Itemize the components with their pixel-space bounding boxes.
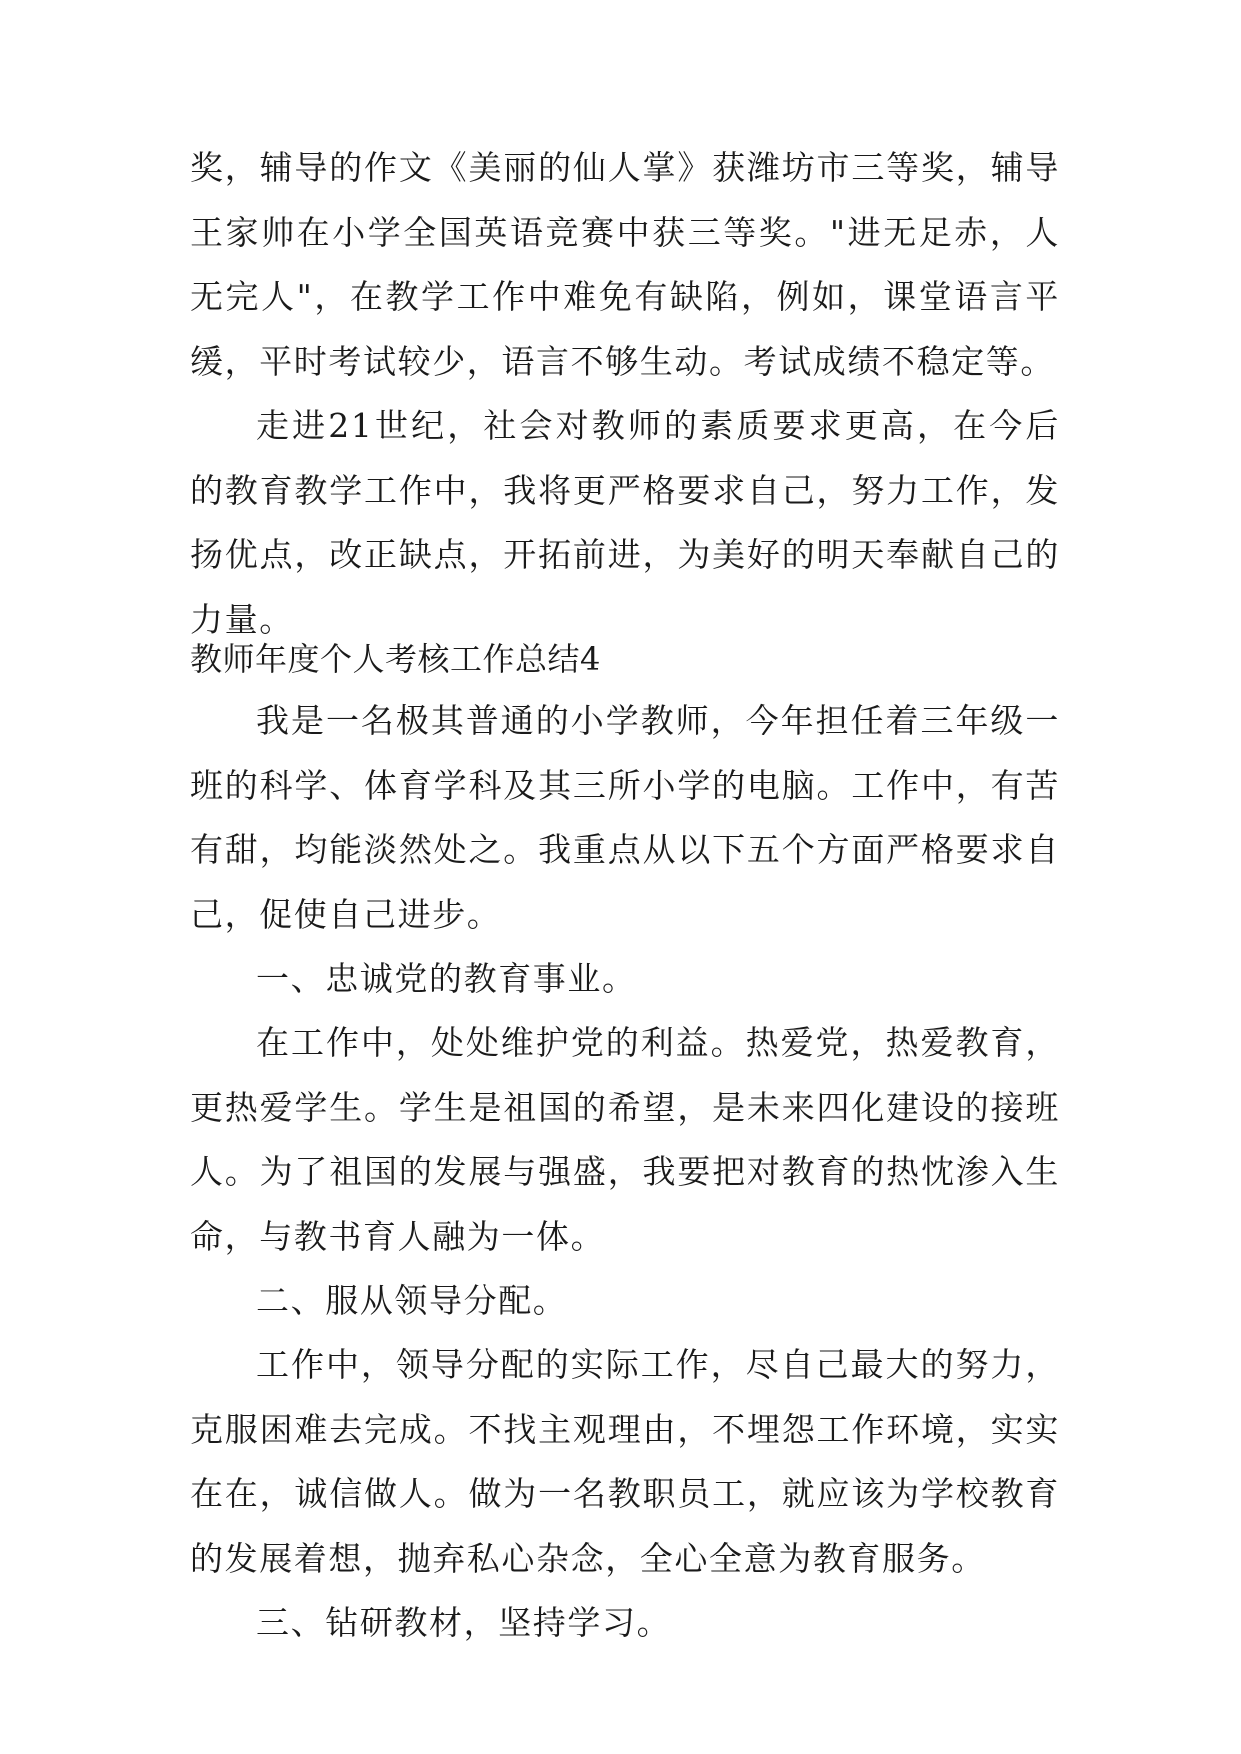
paragraph-obey: 工作中，领导分配的实际工作，尽自己最大的努力，克服困难去完成。不找主观理由，不埋怨工作环境，实实在在，诚信做人。做为一名教职员工，就应该为学校教育的发展着想，抛弃私心杂念，全心全意为教育服务。 (190, 1345, 1060, 1578)
subheading-obey: 二、服从领导分配。 (256, 1281, 568, 1320)
paragraph-awards-continuation: 奖，辅导的作文《美丽的仙人掌》获潍坊市三等奖，辅导王家帅在小学全国英语竞赛中获三等奖。"进无足赤，人无完人"，在教学工作中难免有缺陷，例如，课堂语言平缓，平时考试较少，语言不够生动。考试成绩不稳定等。 (190, 148, 1060, 381)
section-title: 教师年度个人考核工作总结4 (190, 640, 601, 678)
subheading-loyalty: 一、忠诚党的教育事业。 (256, 959, 637, 998)
paragraph-loyalty: 在工作中，处处维护党的利益。热爱党，热爱教育，更热爱学生。学生是祖国的希望，是未来四化建设的接班人。为了祖国的发展与强盛，我要把对教育的热忱渗入生命，与教书育人融为一体。 (190, 1023, 1060, 1256)
paragraph-21st-century: 走进21世纪，社会对教师的素质要求更高，在今后的教育教学工作中，我将更严格要求自己，努力工作，发扬优点，改正缺点，开拓前进，为美好的明天奉献自己的力量。 (190, 406, 1060, 639)
subheading-study: 三、钻研教材，坚持学习。 (256, 1603, 672, 1642)
paragraph-intro: 我是一名极其普通的小学教师，今年担任着三年级一班的科学、体育学科及其三所小学的电脑。工作中，有苦有甜，均能淡然处之。我重点从以下五个方面严格要求自己，促使自己进步。 (190, 701, 1060, 934)
